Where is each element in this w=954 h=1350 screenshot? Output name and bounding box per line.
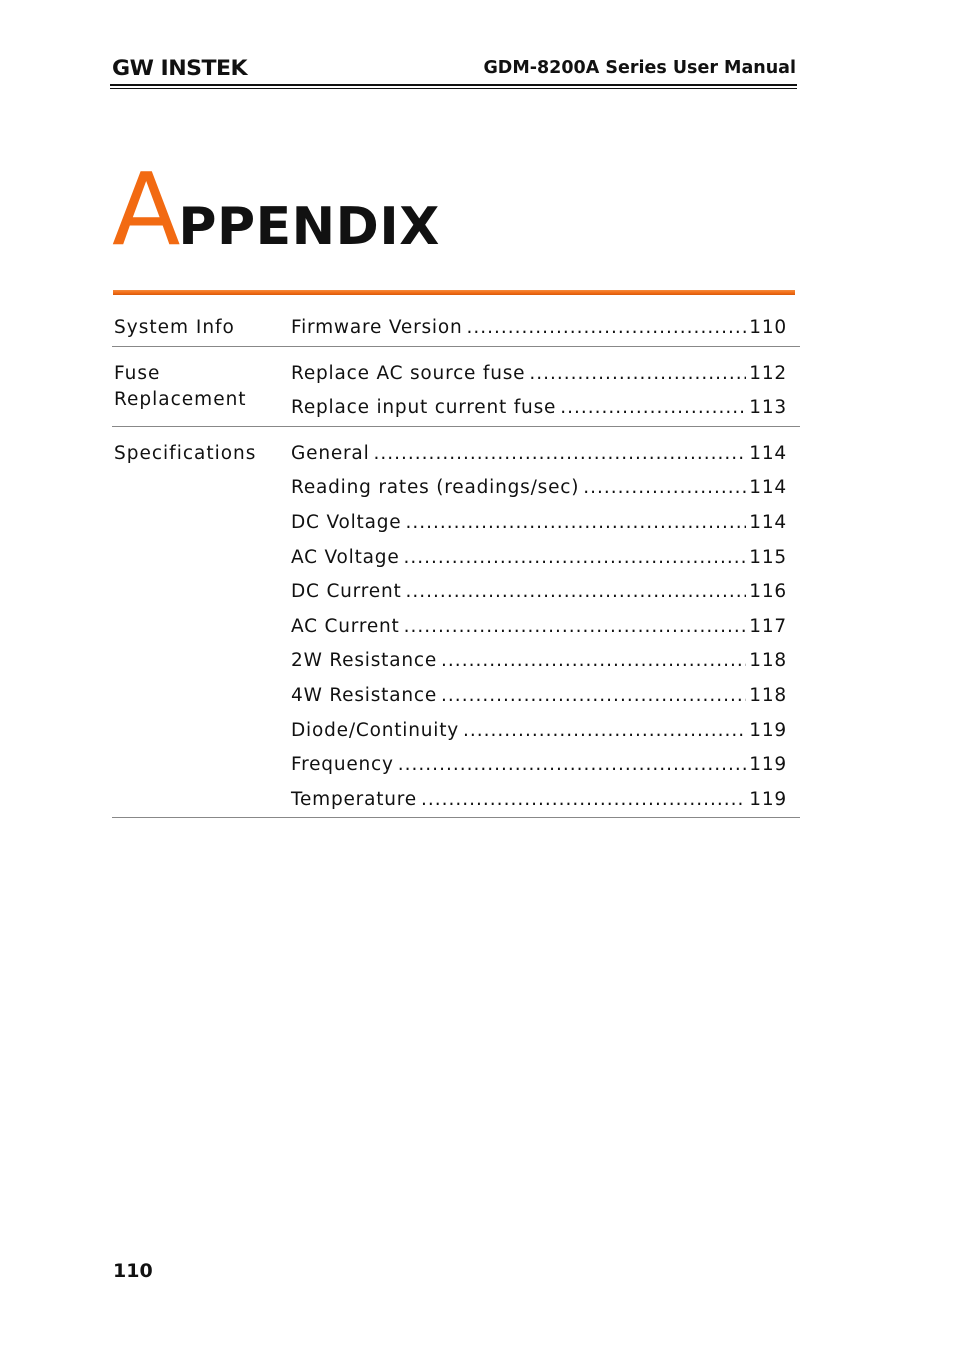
dot-leader <box>406 575 747 610</box>
dot-leader <box>404 610 747 645</box>
toc-entry-label: AC Voltage <box>291 546 400 568</box>
toc-entry-general[interactable] <box>291 437 787 472</box>
toc-entry-label: DC Current <box>291 581 402 603</box>
toc-section-title: Fuse Replacement <box>114 362 247 410</box>
toc-entry-label: Reading rates (readings/sec) <box>291 477 580 499</box>
page-number: 110 <box>113 1260 153 1282</box>
toc-group-system-info <box>112 310 800 347</box>
dot-leader <box>405 506 746 541</box>
toc-entry-2w-resistance[interactable] <box>291 644 787 679</box>
manual-title: GDM-8200A Series User Manual <box>483 58 796 78</box>
header-rule-thin <box>110 88 797 89</box>
toc-group-fuse-replacement <box>112 347 800 427</box>
toc-entry-temperature[interactable] <box>291 783 787 818</box>
toc-entry-page: 110 <box>749 317 787 338</box>
toc-entry-label: Firmware Version <box>291 317 463 338</box>
toc-entry-page: 118 <box>749 650 787 672</box>
toc-entry-label: Frequency <box>291 754 394 776</box>
dot-leader <box>404 541 747 576</box>
toc-entry-diode-continuity[interactable] <box>291 714 787 749</box>
toc-entry-label: Replace AC source fuse <box>291 362 526 384</box>
toc-entries <box>291 357 787 426</box>
toc-entry-page: 112 <box>749 362 787 384</box>
toc-entry-dc-voltage[interactable] <box>291 506 787 541</box>
toc-entry-4w-resistance[interactable] <box>291 679 787 714</box>
table-of-contents <box>112 310 800 818</box>
toc-entry-label: 4W Resistance <box>291 684 438 706</box>
toc-entry-page: 118 <box>749 684 787 706</box>
dot-leader <box>374 437 747 472</box>
toc-entry-label: Replace input current fuse <box>291 397 557 419</box>
dot-leader <box>441 679 746 714</box>
header-rule <box>110 84 797 86</box>
toc-entry-page: 114 <box>749 442 787 464</box>
toc-entry-label: DC Voltage <box>291 511 402 533</box>
toc-entry-replace-ac-source-fuse[interactable] <box>291 357 787 392</box>
chapter-title-rest: PPENDIX <box>178 197 440 257</box>
dot-leader <box>463 714 746 749</box>
dot-leader <box>560 391 746 426</box>
chapter-rule <box>113 290 795 295</box>
dot-leader <box>529 357 746 392</box>
toc-section-title: Specifications <box>114 442 257 464</box>
toc-entry-reading-rates[interactable] <box>291 471 787 506</box>
toc-entry-page: 114 <box>749 477 787 499</box>
toc-entries <box>291 311 787 346</box>
dot-leader <box>398 748 747 783</box>
toc-entry-dc-current[interactable] <box>291 575 787 610</box>
toc-entry-replace-input-current-fuse[interactable] <box>291 391 787 426</box>
chapter-title <box>112 151 440 268</box>
toc-entry-page: 116 <box>749 581 787 603</box>
chapter-initial-letter: A <box>112 151 179 268</box>
gw-instek-logo: GW INSTEK <box>112 56 248 80</box>
toc-section-title: System Info <box>114 317 235 338</box>
dot-leader <box>583 471 746 506</box>
toc-entry-ac-voltage[interactable] <box>291 541 787 576</box>
toc-entry-label: AC Current <box>291 615 400 637</box>
toc-entry-label: Diode/Continuity <box>291 719 460 741</box>
dot-leader <box>441 644 746 679</box>
toc-entry-page: 114 <box>749 511 787 533</box>
toc-entries <box>291 437 787 818</box>
toc-entry-ac-current[interactable] <box>291 610 787 645</box>
toc-entry-page: 119 <box>749 719 787 741</box>
dot-leader <box>467 311 747 346</box>
toc-entry-firmware-version[interactable] <box>291 311 787 346</box>
toc-entry-page: 113 <box>749 397 787 419</box>
toc-entry-page: 119 <box>749 788 787 810</box>
toc-entry-page: 115 <box>749 546 787 568</box>
dot-leader <box>421 783 746 818</box>
toc-entry-page: 119 <box>749 754 787 776</box>
toc-entry-page: 117 <box>749 615 787 637</box>
toc-entry-label: 2W Resistance <box>291 650 438 672</box>
toc-group-specifications <box>112 427 800 819</box>
toc-entry-label: Temperature <box>291 788 417 810</box>
toc-entry-label: General <box>291 442 370 464</box>
toc-entry-frequency[interactable] <box>291 748 787 783</box>
